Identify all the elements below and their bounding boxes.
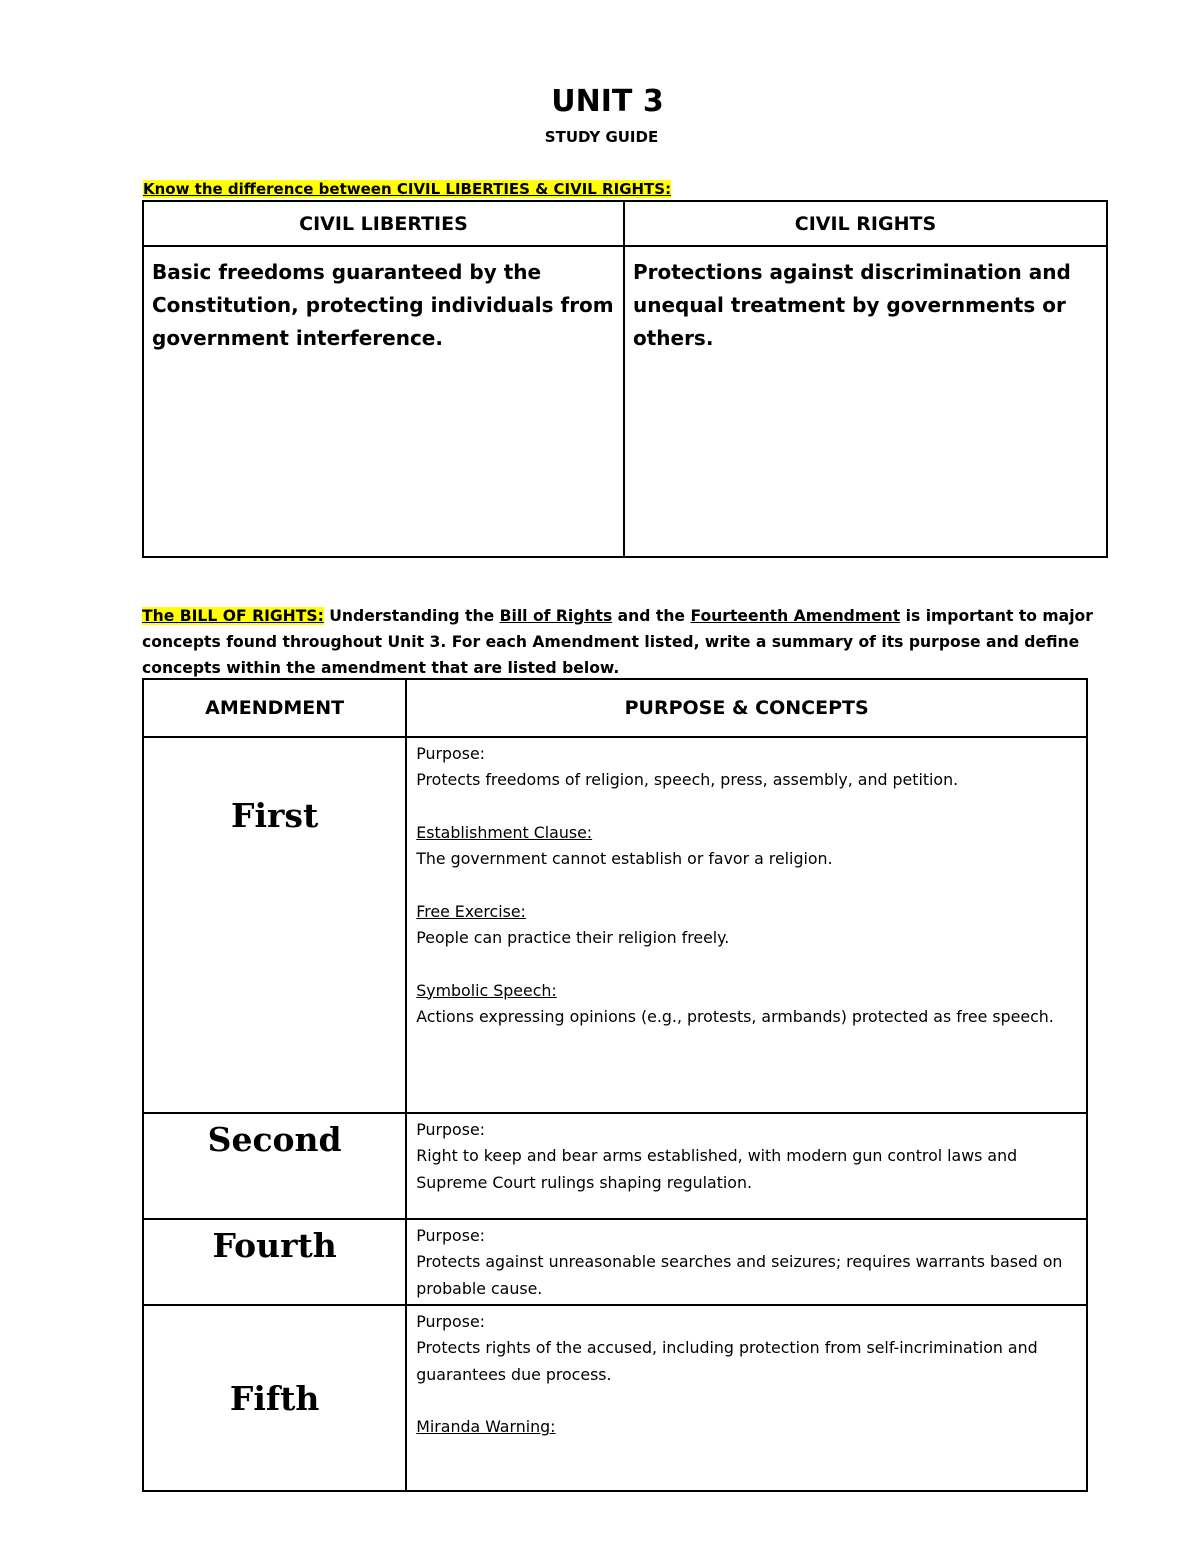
civil-instruction-text: Know the difference between CIVIL LIBERTIES & CIVIL RIGHTS:: [143, 180, 672, 198]
amendment-column-header: AMENDMENT: [143, 679, 406, 737]
concept-text: People can practice their religion freely.: [416, 928, 730, 948]
amendment-content-first: [406, 737, 1087, 1113]
purpose-label: Purpose:: [416, 1226, 485, 1245]
civil-liberties-definition: Basic freedoms guaranteed by the Constitution, protecting individuals from government interference.: [143, 246, 624, 557]
page-subtitle: STUDY GUIDE: [544, 128, 659, 146]
concept-label: Symbolic Speech:: [416, 980, 557, 1000]
amendment-content-fourth: [406, 1219, 1087, 1305]
concept-label: Miranda Warning:: [416, 1417, 556, 1437]
concept-text: Actions expressing opinions (e.g., protests, armbands) protected as free speech.: [416, 1006, 1054, 1026]
fourteenth-amendment-term: Fourteenth Amendment: [690, 607, 901, 625]
purpose-text: Protects against unreasonable searches and seizures; requires warrants based on probable cause.: [416, 1252, 1063, 1298]
bill-of-rights-term: Bill of Rights: [499, 607, 613, 625]
purpose-text: Right to keep and bear arms established, with modern gun control laws and Supreme Court rulings shaping regulation.: [416, 1146, 1018, 1192]
concept-text: The government cannot establish or favor a religion.: [416, 849, 833, 869]
civil-rights-heading: CIVIL RIGHTS: [624, 201, 1107, 246]
concept-label: Establishment Clause:: [416, 822, 593, 842]
purpose-label: Purpose:: [416, 744, 485, 763]
purpose-text: Protects rights of the accused, including protection from self-incrimination and guarantees due process.: [416, 1338, 1038, 1384]
civil-liberties-heading: CIVIL LIBERTIES: [143, 201, 624, 246]
civil-table: [142, 200, 1108, 558]
table-row: [143, 1113, 1087, 1219]
purpose-column-header: PURPOSE & CONCEPTS: [406, 679, 1087, 737]
amendment-content-fifth: [406, 1305, 1087, 1491]
purpose-label: Purpose:: [416, 1120, 485, 1139]
bill-of-rights-label: The BILL OF RIGHTS:: [142, 607, 324, 625]
civil-instruction: [143, 180, 671, 198]
civil-rights-definition: Protections against discrimination and unequal treatment by governments or others.: [624, 246, 1107, 557]
table-row: [143, 737, 1087, 1113]
page-title: UNIT 3: [551, 84, 664, 119]
purpose-label: Purpose:: [416, 1312, 485, 1331]
purpose-text: Protects freedoms of religion, speech, press, assembly, and petition.: [416, 770, 959, 790]
table-row: [143, 1305, 1087, 1491]
table-row: [143, 1219, 1087, 1305]
amendment-content-second: [406, 1113, 1087, 1219]
amendment-name-fourth: Fourth: [143, 1219, 406, 1305]
amendment-table: [142, 678, 1088, 1492]
concept-label: Free Exercise:: [416, 901, 526, 921]
amendment-name-second: Second: [143, 1113, 406, 1219]
intro-text-2: and the: [612, 607, 691, 625]
intro-text-3: is important to major concepts found throughout Unit 3. For each Amendment listed, write a summary of its purpose and define concepts within the amendment that are listed below.: [142, 607, 1093, 677]
amendment-name-fifth: Fifth: [143, 1305, 406, 1491]
amendment-name-first: First: [143, 737, 406, 1113]
intro-text-1: Understanding the: [323, 607, 500, 625]
bill-of-rights-intro: [142, 603, 1102, 681]
